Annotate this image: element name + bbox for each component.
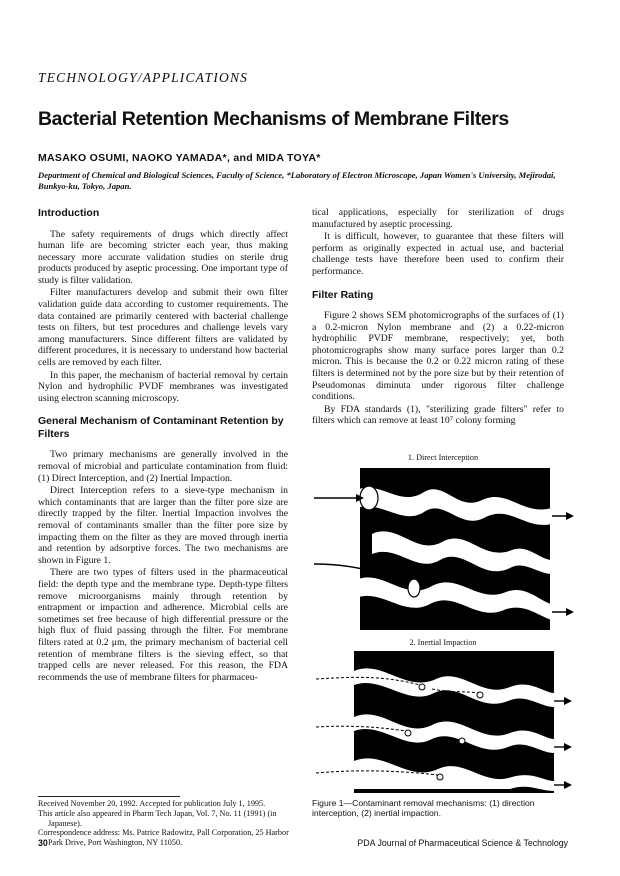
inertial-impaction-diagram — [312, 649, 574, 795]
journal-name: PDA Journal of Pharmaceutical Science & Technology — [357, 838, 568, 848]
author-list: MASAKO OSUMI, NAOKO YAMADA*, and MIDA TOYA* — [38, 152, 321, 164]
left-column — [38, 207, 288, 684]
figure-1 — [312, 452, 574, 807]
arrow-head-icon — [566, 608, 574, 616]
arrow-head-icon — [564, 697, 572, 705]
arrow-head-icon — [564, 743, 572, 751]
mechanism-paragraph: Direct Interception refers to a sieve-type mechanism in which contaminants that are larger than the filter pore size are directly trapped by the filter. Inertial Impaction involves the removal of contaminants smaller than the filter pore size by impacting them on the filter as they are moved through inertia and retention by adsorptive forces. The two mechanisms are shown in Figure 1. — [38, 485, 288, 566]
panel1-label: 1. Direct Interception — [407, 453, 479, 462]
footnote: Correspondence address: Ms. Patrice Radowitz, Pall Corporation, 25 Harbor Park Drive, Port Washington, NY 11050. — [38, 828, 289, 848]
filter-rating-paragraph: By FDA standards (1), "sterilizing grade filters" refer to filters which can remove at least 10⁷ colony forming — [312, 403, 564, 427]
continued-paragraph: tical applications, especially for sterilization of drugs manufactured by aseptic processing. — [312, 207, 564, 230]
footnote: This article also appeared in Pharm Tech Japan, Vol. 7, No. 11 (1991) (in Japanese). — [38, 808, 277, 828]
mechanism-paragraph: There are two types of filters used in the pharmaceutical field: the depth type and the membrane type. Depth-type filters remove microorganisms mainly through retention by entrapment or impaction and adherence. Microbial cells are sometimes set free because of high differential pressure or the high flux of fluid passing through the filter. For membrane filters rated at 0.2 μm, the primary mechanism of bacterial cell retention of membrane filters is the sieving effect, so that trapped cells are never released. For this reason, the FDA recommends the use of membrane filters for pharmaceu- — [38, 567, 288, 683]
arrow-head-icon — [566, 512, 574, 520]
mechanism-paragraph: Two primary mechanisms are generally involved in the removal of microbial and particulate contamination from fluid: (1) Direct Interception, and (2) Inertial Impaction. — [38, 449, 288, 484]
arrow-head-icon — [564, 781, 572, 789]
filter-rating-heading: Filter Rating — [312, 288, 374, 301]
particle-icon — [408, 579, 420, 597]
introduction-heading: Introduction — [38, 207, 100, 219]
intro-paragraph: Filter manufacturers develop and submit their own filter validation guide data according to customer requirements. The data contained are primarily centered with bacterial challenge tests on filters, but test procedures and challenge levels vary among manufacturers. Since different filters are validated by different procedures, it is necessary to understand how bacterial cells are removed by each filter. — [38, 287, 288, 369]
filter-rating-paragraph: Figure 2 shows SEM photomicrographs of the surfaces of (1) a 0.2-micron Nylon membrane and (2) a 0.22-micron hydrophilic PVDF membrane, respectively; yet, both photomicrographs show many surface pores larger than 0.2 micron. This is because the 0.2 or 0.22 micron rating of these filters is determined not by the pore size but by their retention of Pseudomonas diminuta under rigorous filter challenge conditions. — [312, 310, 564, 403]
direct-interception-diagram — [312, 464, 574, 632]
continued-paragraph: It is difficult, however, to guarantee that these filters will perform as originally expected in actual use, and bacterial challenge tests have therefore been used to confirm their performance. — [312, 231, 564, 277]
general-mechanism-heading: General Mechanism of Contaminant Retention by Filters — [38, 415, 284, 440]
footnote-divider — [38, 796, 180, 797]
figure-caption: Figure 1—Contaminant removal mechanisms: (1) direction interception, (2) inertial impaction. — [312, 798, 535, 819]
particle-icon — [459, 738, 465, 744]
right-column — [312, 207, 564, 428]
panel2-label: 2. Inertial Impaction — [409, 638, 477, 647]
intro-paragraph: In this paper, the mechanism of bacterial removal by certain Nylon and hydrophilic PVDF membranes was investigated using electron scanning microscopy. — [38, 369, 288, 404]
article-title: Bacterial Retention Mechanisms of Membrane Filters — [38, 108, 509, 130]
section-label: TECHNOLOGY/APPLICATIONS — [38, 70, 249, 85]
affiliation: Department of Chemical and Biological Sciences, Faculty of Science, *Laboratory of Electron Microscope, Japan Women's University, Mejirodai, Bunkyo-ku, Tokyo, Japan. — [38, 170, 556, 191]
footnote: Received November 20, 1992. Accepted for publication July 1, 1995. — [38, 799, 266, 808]
particle-icon — [419, 684, 425, 690]
intro-paragraph: The safety requirements of drugs which directly affect human life are becoming stricter each year, thus making necessary more accurate validation studies on sterile drug products produced by aseptic processing. One important type of study is filter validation. — [38, 228, 288, 286]
footnotes — [38, 799, 296, 848]
page-number: 30 — [38, 838, 48, 848]
